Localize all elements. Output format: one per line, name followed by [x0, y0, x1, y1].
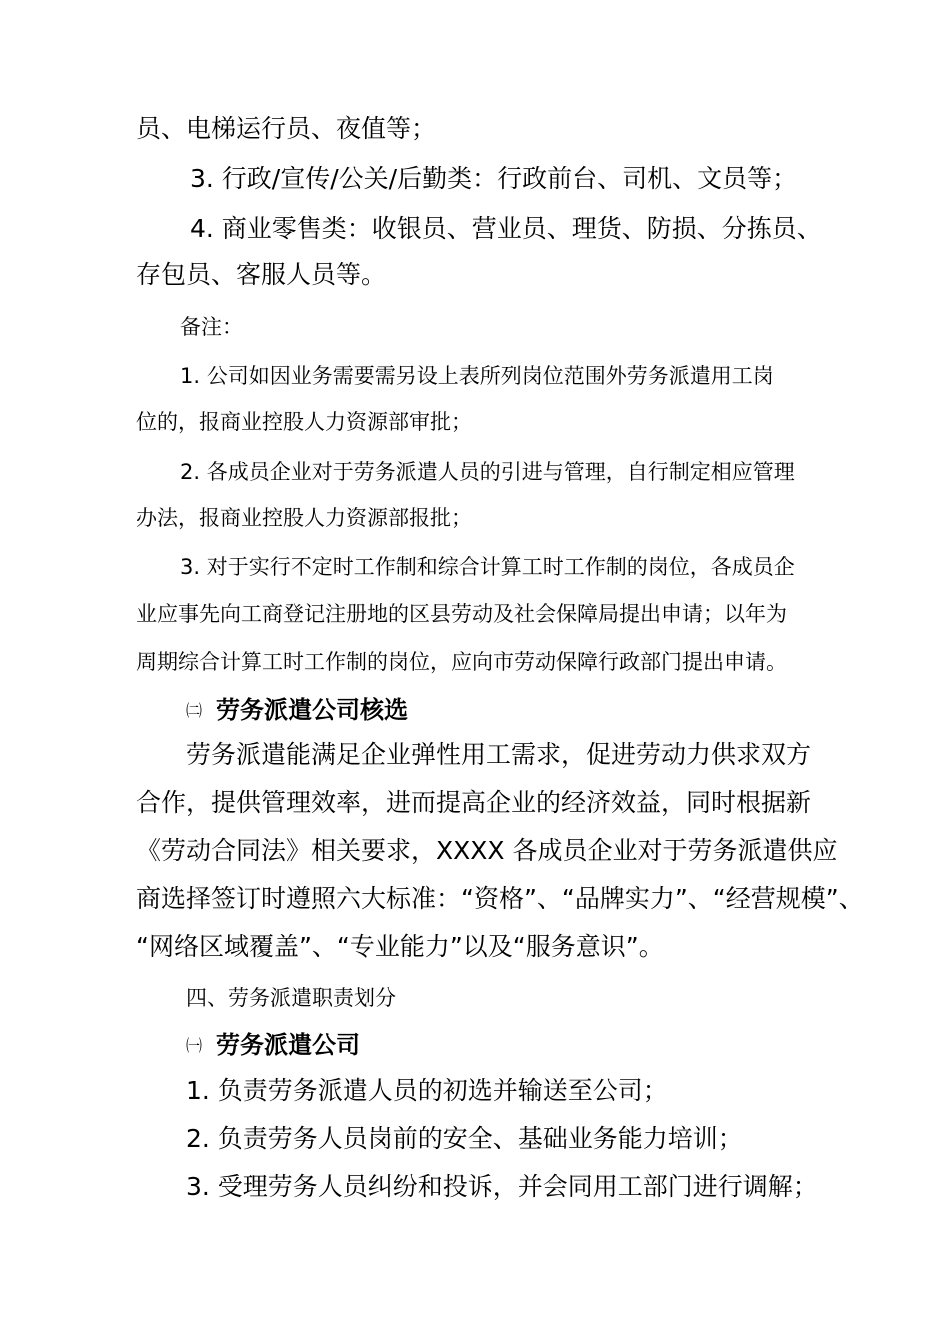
section-heading-text: 劳务派遣公司 [216, 1031, 361, 1059]
paragraph-line: 劳务派遣能满足企业弹性用工需求，促进劳动力供求双方 [186, 740, 812, 769]
section-heading [186, 696, 408, 725]
section-marker: ㈠ [186, 1036, 203, 1055]
paragraph-line: 合作，提供管理效率，进而提高企业的经济效益，同时根据新 [136, 788, 812, 817]
text-line: 业应事先向工商登记注册地的区县劳动及社会保障局提出申请；以年为 [136, 602, 787, 626]
list-item: 3. 行政/宣传/公关/后勤类：行政前台、司机、文员等； [190, 164, 798, 193]
section-heading [186, 1031, 360, 1060]
note-item: 3. 对于实行不定时工作制和综合计算工时工作制的岗位，各成员企 [180, 555, 795, 579]
notes-label: 备注： [180, 315, 243, 339]
section-marker: ㈡ [186, 701, 203, 720]
list-item: 1. 负责劳务派遣人员的初选并输送至公司； [186, 1076, 668, 1105]
list-item: 3. 受理劳务人员纠纷和投诉，并会同用工部门进行调解； [186, 1172, 818, 1201]
text-line: 存包员、客服人员等。 [136, 260, 387, 289]
section-heading-text: 劳务派遣公司核选 [216, 696, 409, 724]
text-line: 办法，报商业控股人力资源部报批； [136, 506, 472, 530]
paragraph-line: 商选择签订时遵照六大标准：“资格”、“品牌实力”、“经营规模”、 [136, 884, 864, 913]
paragraph-line: “网络区域覆盖”、“专业能力”以及“服务意识”。 [136, 932, 664, 961]
note-item: 2. 各成员企业对于劳务派遣人员的引进与管理，自行制定相应管理 [180, 460, 795, 484]
list-item: 4. 商业零售类：收银员、营业员、理货、防损、分拣员、 [190, 214, 822, 243]
text-line: 位的，报商业控股人力资源部审批； [136, 410, 472, 434]
text-line: 周期综合计算工时工作制的岗位，应向市劳动保障行政部门提出申请。 [136, 650, 787, 674]
paragraph-line: 《劳动合同法》相关要求，XXXX 各成员企业对于劳务派遣供应 [136, 836, 838, 865]
text-line: 员、电梯运行员、夜值等； [136, 114, 437, 143]
list-item: 2. 负责劳务人员岗前的安全、基础业务能力培训； [186, 1124, 743, 1153]
note-item: 1. 公司如因业务需要需另设上表所列岗位范围外劳务派遣用工岗 [180, 364, 774, 388]
section-title: 四、劳务派遣职责划分 [186, 986, 396, 1010]
